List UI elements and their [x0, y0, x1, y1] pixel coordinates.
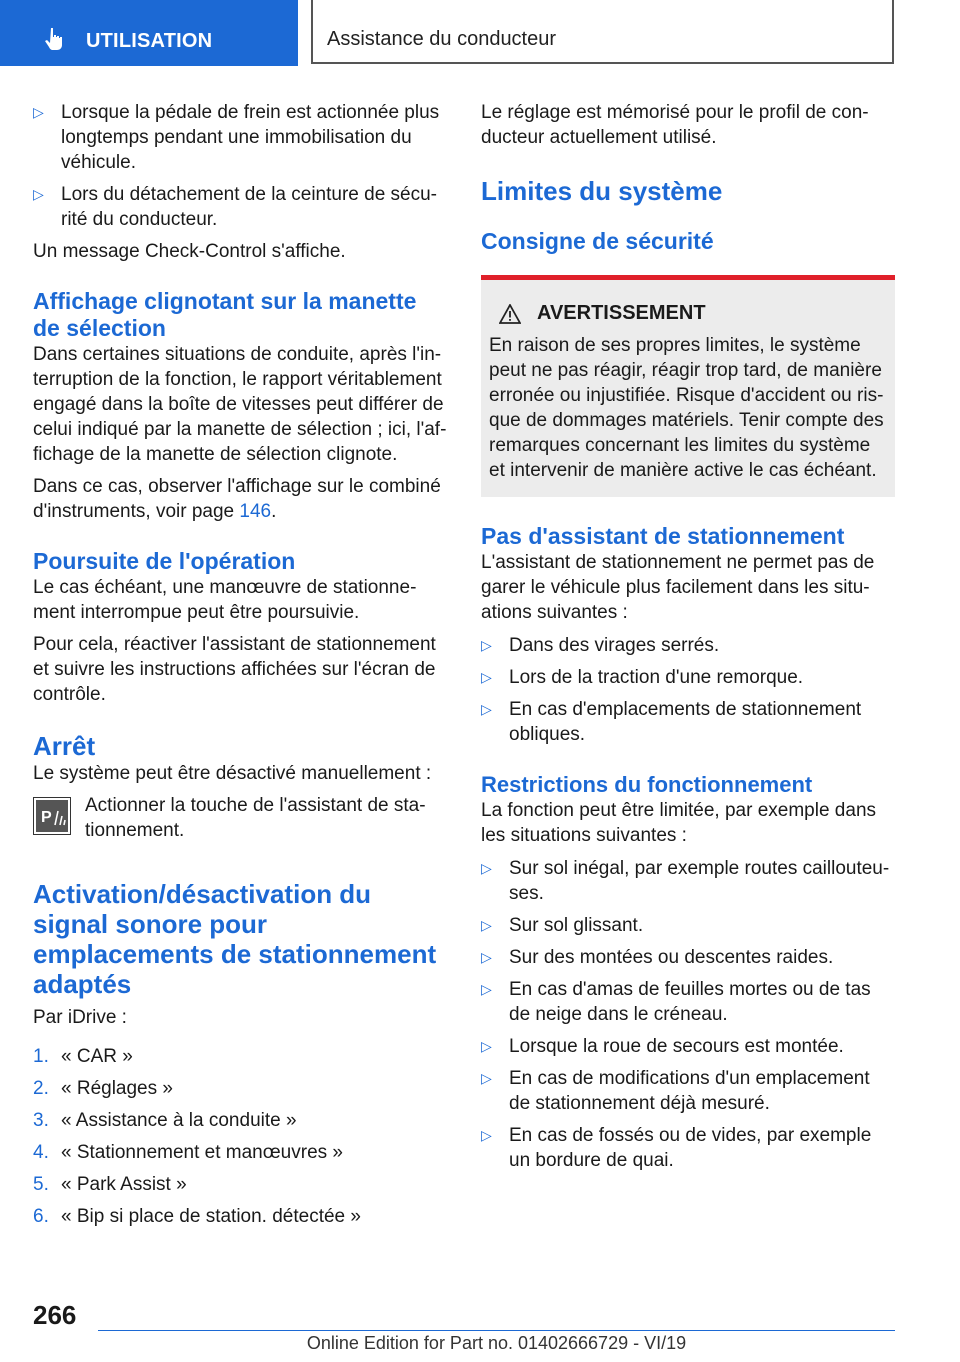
list-item: 6. « Bip si place de station. détectée » — [33, 1206, 361, 1227]
list-item: ▷ Lorsque la roue de secours est montée. — [481, 1036, 844, 1057]
triangle-bullet-icon: ▷ — [481, 1038, 492, 1054]
chapter-tab — [311, 0, 894, 64]
list-item: ▷ Lorsque la pédale de frein est actionnée plus longtemps pendant une immobilisation du véhicule. — [33, 102, 440, 173]
key-instruction — [33, 793, 447, 843]
paragraph: Actionner la touche de l'assistant de sta-tionnement. — [85, 795, 426, 841]
paragraph: Le cas échéant, une manœuvre de stationne-ment interrompue peut être poursuivie. — [33, 577, 417, 623]
list-item: ▷ En cas de modifications d'un emplacement de stationnement déjà mesuré. — [481, 1068, 870, 1114]
paragraph: La fonction peut être limitée, par exemple dans les situations suivantes : — [481, 800, 877, 846]
heading-pas: Pas d'assistant de stationnement — [481, 523, 845, 549]
chapter-label: Assistance du conducteur — [327, 28, 557, 50]
triangle-bullet-icon: ▷ — [481, 949, 492, 965]
svg-text:P: P — [41, 809, 52, 826]
list-item: ▷ Sur sol inégal, par exemple routes caillouteu-ses. — [481, 858, 890, 904]
triangle-bullet-icon: ▷ — [481, 701, 492, 717]
list-item: ▷ Sur des montées ou descentes raides. — [481, 947, 834, 968]
list-item: ▷ Lors de la traction d'une remorque. — [481, 667, 804, 688]
park-assist-key-icon — [33, 797, 71, 835]
page-header — [0, 0, 960, 66]
triangle-bullet-icon: ▷ — [481, 917, 492, 933]
triangle-bullet-icon: ▷ — [481, 1127, 492, 1143]
heading-activation: Activation/désactivation du signal sonore pour emplacements de stationnement adaptés — [33, 879, 437, 999]
warning-triangle-icon — [499, 304, 521, 324]
triangle-bullet-icon: ▷ — [481, 981, 492, 997]
page-number: 266 — [33, 1300, 77, 1330]
paragraph: Un message Check-Control s'affiche. — [33, 241, 346, 262]
warning-box — [481, 275, 895, 497]
left-column — [33, 100, 447, 1229]
list-item: 4. « Stationnement et manœuvres » — [33, 1142, 343, 1163]
list-item: ▷ En cas de fossés ou de vides, par exemple un bordure de quai. — [481, 1125, 872, 1171]
list-item: ▷ En cas d'amas de feuilles mortes ou de tas de neige dans le créneau. — [481, 979, 871, 1025]
section-label: UTILISATION — [86, 30, 213, 52]
heading-arret: Arrêt — [33, 731, 96, 761]
warning-title: AVERTISSEMENT — [499, 302, 887, 325]
list-item: ▷ En cas d'emplacements de stationnement obliques. — [481, 699, 862, 745]
list-item: ▷ Sur sol glissant. — [481, 915, 644, 936]
paragraph: L'assistant de stationnement ne permet pas de garer le véhicule plus facilement dans les situ-ations suivantes : — [481, 552, 875, 623]
heading-affichage: Affichage clignotant sur la manette de sélection — [33, 288, 417, 341]
right-column — [481, 100, 895, 1173]
triangle-bullet-icon: ▷ — [481, 637, 492, 653]
paragraph: Dans ce cas, observer l'affichage sur le combiné d'instruments, voir page 146. — [33, 476, 441, 522]
heading-restrictions: Restrictions du fonctionnement — [481, 772, 813, 797]
heading-limites: Limites du système — [481, 176, 723, 206]
heading-poursuite: Poursuite de l'opération — [33, 548, 296, 574]
footer-divider — [98, 1330, 895, 1331]
section-tab — [0, 0, 298, 66]
footer-edition: Online Edition for Part no. 01402666729 - VI/19 — [306, 1333, 687, 1353]
paragraph: Le réglage est mémorisé pour le profil de con-ducteur actuellement utilisé. — [481, 102, 869, 148]
list-item: 1. « CAR » — [33, 1046, 133, 1067]
list-item: 2. « Réglages » — [33, 1078, 173, 1099]
page-link[interactable]: 146 — [239, 501, 272, 522]
triangle-bullet-icon: ▷ — [481, 669, 492, 685]
list-item: 3. « Assistance à la conduite » — [33, 1110, 297, 1131]
hand-pointer-icon — [42, 26, 66, 50]
heading-consigne: Consigne de sécurité — [481, 228, 714, 254]
triangle-bullet-icon: ▷ — [33, 186, 44, 202]
triangle-bullet-icon: ▷ — [481, 1070, 492, 1086]
list-item: ▷ Lors du détachement de la ceinture de sécu-rité du conducteur. — [33, 184, 438, 230]
paragraph: Dans certaines situations de conduite, après l'in-terruption de la fonction, le rapport véritablement engagé dans la boîte de vitesses peut différer de celui indiqué par la manette de sélection ; ici, l'af-fichage de la manette de sélection clignote. — [33, 344, 447, 465]
paragraph: Le système peut être désactivé manuellement : — [33, 763, 432, 784]
paragraph: Par iDrive : — [33, 1007, 127, 1028]
triangle-bullet-icon: ▷ — [481, 860, 492, 876]
triangle-bullet-icon: ▷ — [33, 104, 44, 120]
paragraph: Pour cela, réactiver l'assistant de stationnement et suivre les instructions affichées sur l'écran de contrôle. — [33, 634, 436, 705]
list-item: 5. « Park Assist » — [33, 1174, 187, 1195]
warning-text: En raison de ses propres limites, le système peut ne pas réagir, réagir trop tard, de manière erronée ou injustifiée. Risque d'accident ou ris-que de dommages matériels. Tenir compte des remarques concernant les limites du système et intervenir de manière active le cas échéant. — [489, 335, 884, 481]
list-item: ▷ Dans des virages serrés. — [481, 635, 720, 656]
steps-list — [33, 1044, 447, 1229]
